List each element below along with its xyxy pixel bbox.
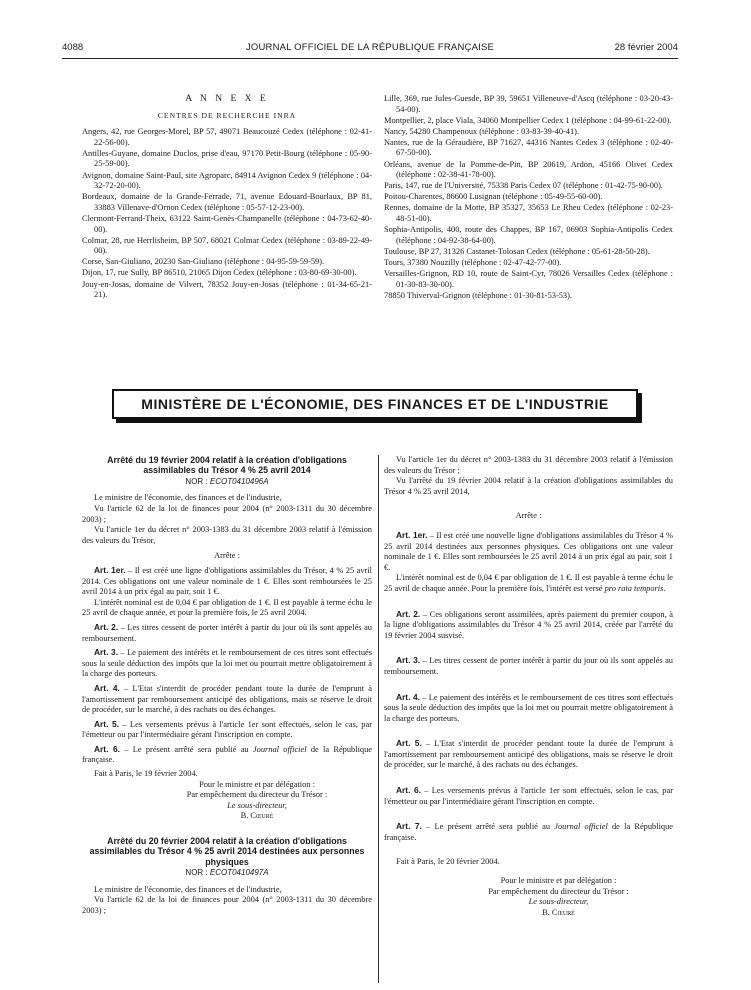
arrete1-signature-2: Par empêchement du directeur du Trésor : bbox=[186, 790, 328, 800]
arrete2-title: Arrêté du 20 février 2004 relatif à la création d'obligations assimilables du Trésor 4 % 25 avril 2014 destinées aux personnes physiques bbox=[89, 836, 365, 867]
arrete1-article-1: Art. 1er. – Il est créé une ligne d'obligations assimilables du Trésor, 4 % 25 avril 2014. Ces obligations ont une valeur nominale de 1 €. Elles sont remboursées le 25 avril 2014 à un prix égal au pair, soit 1 €. bbox=[82, 564, 372, 597]
arrete1-intro-3: Vu l'article 1er du décret n° 2003-1383 du 31 décembre 2003 relatif à l'émission des valeurs du Trésor, bbox=[82, 525, 372, 545]
arrete1-article-3: Art. 3. – Le paiement des intérêts et le remboursement de ces titres sont effectués sous la seule déduction des impôts que la loi met ou pourrait mettre obligatoirement à la charge des porteurs. bbox=[82, 647, 372, 679]
arrete2-article-6: Art. 6. – Les versements prévus à l'article 1er sont effectués, selon le cas, par l'émetteur ou par l'intermédiaire gérant l'inscription en compte. bbox=[384, 785, 673, 806]
issue-date: 28 février 2004 bbox=[614, 42, 678, 53]
right-column-arrete2 bbox=[384, 455, 673, 918]
inra-centre-entry: Corse, San-Giuliano, 20230 San-Giuliano (téléphone : 04-95-59-59-59). bbox=[82, 257, 325, 267]
inra-centre-entry: Poitou-Charentes, 86600 Lusignan (téléphone : 05-49-55-60-00). bbox=[384, 192, 603, 202]
arrete1-signature-3: Le sous-directeur, bbox=[227, 800, 287, 810]
inra-centre-entry: 78850 Thiverval-Grignon (téléphone : 01-30-81-53-53). bbox=[384, 290, 573, 300]
arrete1-done-at: Fait à Paris, le 19 février 2004. bbox=[94, 769, 198, 779]
arrete2-article-1-interest: L'intérêt nominal est de 0,04 € par obligation de 1 €. Il est payable à terme échu le 25 avril de chaque année. Pour la première fois, l'intérêt est versé pro rata temporis. bbox=[384, 573, 673, 593]
inra-centre-entry: Bordeaux, domaine de la Grande-Ferrade, 71, avenue Edouard-Bourlaux, BP 81, 33883 Villenave-d'Ornon Cedex (téléphone : 05-57-12-23-00). bbox=[82, 192, 372, 212]
inra-centre-entry: Avignon, domaine Saint-Paul, site Agroparc, 84914 Avignon Cedex 9 (téléphone : 04-32-72-20-00). bbox=[82, 170, 372, 191]
arrete1-signature-1: Pour le ministre et par délégation : bbox=[199, 779, 315, 789]
inra-centre-entry: Clermont-Ferrand-Theix, 63122 Saint-Genès-Champanelle (téléphone : 04-73-62-40-00). bbox=[82, 213, 372, 234]
arrete1-arrete-word: Arrête : bbox=[214, 551, 240, 561]
annexe-title: A N N E X E bbox=[185, 94, 269, 104]
inra-centre-entry: Jouy-en-Josas, domaine de Vilvert, 78352 Jouy-en-Josas (téléphone : 01-34-65-21-21). bbox=[82, 279, 372, 300]
arrete2-nor: NOR : ECOT0410497A bbox=[185, 868, 269, 878]
arrete2-intro-1: Le ministre de l'économie, des finances et de l'industrie, bbox=[94, 884, 282, 894]
header-rule bbox=[62, 58, 678, 59]
arrete2-article-5: Art. 5. – L'Etat s'interdit de procéder pendant toute la durée de l'emprunt à l'amortissement par remboursement anticipé des obligations, mais se réserve le droit de procéder, sur le marché, à des rachats ou des échanges. bbox=[384, 738, 673, 770]
arrete1-intro-2: Vu l'article 62 de la loi de finances pour 2004 (n° 2003-1311 du 30 décembre 2003) ; bbox=[82, 504, 372, 524]
inra-centre-entry: Paris, 147, rue de l'Université, 75338 Paris Cedex 07 (téléphone : 01-42-75-90-00). bbox=[384, 181, 663, 191]
arrete2-signatory: B. Cœuré bbox=[542, 907, 575, 917]
inra-centre-entry: Nantes, rue de la Géraudière, BP 71627, 44316 Nantes Cedex 3 (téléphone : 02-40-67-50-00). bbox=[384, 137, 673, 158]
arrete2-signature-3: Le sous-directeur, bbox=[528, 897, 589, 907]
arrete1-article-6: Art. 6. – Le présent arrêté sera publié au Journal officiel de la République française. bbox=[82, 743, 372, 765]
arrete1-article-2: Art. 2. – Les titres cessent de porter intérêt à partir du jour où ils sont appelés au remboursement. bbox=[82, 621, 372, 643]
inra-centre-entry: Sophia-Antipolis, 400, route des Chappes, BP 167, 06903 Sophia-Antipolis Cedex (téléphone : 04-92-38-64-00). bbox=[384, 225, 673, 245]
inra-centre-entry: Toulouse, BP 27, 31326 Castanet-Tolosan Cedex (téléphone : 05-61-28-50-28). bbox=[384, 246, 650, 256]
arrete2-arrete-word: Arrête : bbox=[515, 511, 542, 521]
left-column-arretes bbox=[82, 455, 372, 917]
arrete1-article-1-interest: L'intérêt nominal est de 0,04 € par obligation de 1 €. Il est payable à terme échu le 25 avril de chaque année, et pour la première fois, le 25 avril 2004. bbox=[82, 597, 372, 618]
arrete1-article-5: Art. 5. – Les versements prévus à l'article 1er sont effectués, selon le cas, par l'émetteur ou par l'intermédiaire gérant l'inscription en compte. bbox=[82, 718, 372, 740]
inra-centre-entry: Montpellier, 2, place Viala, 34060 Montpellier Cedex 1 (téléphone : 04-99-61-22-00). bbox=[384, 115, 672, 125]
running-header bbox=[62, 42, 678, 56]
arrete2-intro-4: Vu l'arrêté du 19 février 2004 relatif à la création d'obligations assimilables du Trésor 4 % 25 avril 2014, bbox=[384, 476, 673, 496]
inra-centre-entry: Angers, 42, rue Georges-Morel, BP 57, 49071 Beaucouzé Cedex (téléphone : 02-41-22-56-00). bbox=[82, 127, 372, 147]
arrete1-article-4: Art. 4. – L'Etat s'interdit de procéder pendant toute la durée de l'emprunt à l'amortissement par remboursement anticipé des obligations, mais se réserve le droit de procéder, sur le marché, à des rachats ou des échanges. bbox=[82, 682, 372, 715]
arrete2-article-7: Art. 7. – Le présent arrêté sera publié au Journal officiel de la République française. bbox=[384, 821, 673, 842]
arrete2-article-1: Art. 1er. – Il est créé une nouvelle ligne d'obligations assimilables du Trésor 4 % 25 avril 2014 destinées aux personnes physiques. Ces obligations ont une valeur nominale de 1 €. Elles sont remboursées le 25 avril 2014 à un prix égal au pair, soit 1 €. bbox=[384, 529, 673, 572]
annexe-subtitle: CENTRES DE RECHERCHE INRA bbox=[157, 110, 297, 120]
inra-centre-entry: Antilles-Guyane, domaine Duclos, prise d'eau, 97170 Petit-Bourg (téléphone : 05-90-25-59-00). bbox=[82, 148, 372, 169]
arrete2-article-4: Art. 4. – Le paiement des intérêts et le remboursement de ces titres sont effectués sous la seule déduction des impôts que la loi met ou pourrait mettre obligatoirement à la charge des porteurs. bbox=[384, 691, 673, 723]
inra-centre-entry: Orléans, avenue de la Pomme-de-Pin, BP 20619, Ardon, 45166 Olivet Cedex (téléphone : 02-38-41-78-00). bbox=[384, 159, 673, 180]
inra-centre-entry: Rennes, domaine de la Motte, BP 35327, 35653 Le Rheu Cedex (téléphone : 02-23-48-51-00). bbox=[384, 203, 673, 224]
arrete2-intro-2: Vu l'article 62 de la loi de finances pour 2004 (n° 2003-1311 du 30 décembre 2003) ; bbox=[82, 895, 372, 916]
arrete1-title: Arrêté du 19 février 2004 relatif à la création d'obligations assimilables du Trésor 4 % 25 avril 2014 bbox=[107, 455, 347, 476]
arrete2-article-3: Art. 3. – Les titres cessent de porter intérêt à partir du jour où ils sont appelés au remboursement. bbox=[384, 655, 673, 676]
inra-centre-entry: Dijon, 17, rue Sully, BP 86510, 21065 Dijon Cedex (téléphone : 03-80-69-30-00). bbox=[82, 268, 357, 278]
annexe-left-column bbox=[82, 94, 372, 301]
arrete2-article-2: Art. 2. – Ces obligations seront assimilées, après paiement du premier coupon, à la ligne d'obligations assimilables du Trésor 4 % 25 avril 2014, créée par l'arrêté du 19 février 2004 susvisé. bbox=[384, 608, 673, 640]
arrete2-nor-code: ECOT0410497A bbox=[209, 868, 269, 878]
column-separator bbox=[378, 455, 379, 983]
annexe-left-list bbox=[82, 127, 372, 301]
inra-centre-entry: Tours, 37380 Nouzilly (téléphone : 02-47-42-77-00). bbox=[384, 257, 562, 267]
page-number: 4088 bbox=[62, 42, 84, 53]
journal-title: JOURNAL OFFICIEL DE LA RÉPUBLIQUE FRANÇAISE bbox=[245, 42, 495, 53]
ministry-banner: MINISTÈRE DE L'ÉCONOMIE, DES FINANCES ET DE L'INDUSTRIE bbox=[112, 389, 638, 419]
arrete2-signature-1: Pour le ministre et par délégation : bbox=[500, 876, 617, 886]
inra-centre-entry: Lille, 369, rue Jules-Guesde, BP 39, 59651 Villeneuve-d'Ascq (téléphone : 03-20-43-54-00). bbox=[384, 94, 673, 114]
arrete2-signature-2: Par empêchement du directeur du Trésor : bbox=[488, 886, 629, 896]
arrete1-nor-code: ECOT0410496A bbox=[209, 476, 269, 486]
arrete2-done-at: Fait à Paris, le 20 février 2004. bbox=[396, 857, 500, 867]
arrete1-signatory: B. Cœuré bbox=[240, 811, 274, 821]
inra-centre-entry: Colmar, 28, rue Herrlisheim, BP 507, 68021 Colmar Cedex (téléphone : 03-89-22-49-00). bbox=[82, 235, 372, 256]
inra-centre-entry: Nancy, 54280 Champenoux (téléphone : 03-83-39-40-41). bbox=[384, 126, 580, 136]
annexe-right-list bbox=[384, 94, 673, 301]
arrete1-nor: NOR : ECOT0410496A bbox=[185, 476, 269, 486]
inra-centre-entry: Versailles-Grignon, RD 10, route de Saint-Cyr, 78026 Versailles Cedex (téléphone : 01-30-83-30-00). bbox=[384, 269, 673, 289]
annexe-right-column bbox=[384, 94, 673, 302]
arrete2-intro-3: Vu l'article 1er du décret n° 2003-1383 du 31 décembre 2003 relatif à l'émission des valeurs du Trésor ; bbox=[384, 455, 673, 475]
arrete1-intro-1: Le ministre de l'économie, des finances et de l'industrie, bbox=[94, 493, 282, 503]
